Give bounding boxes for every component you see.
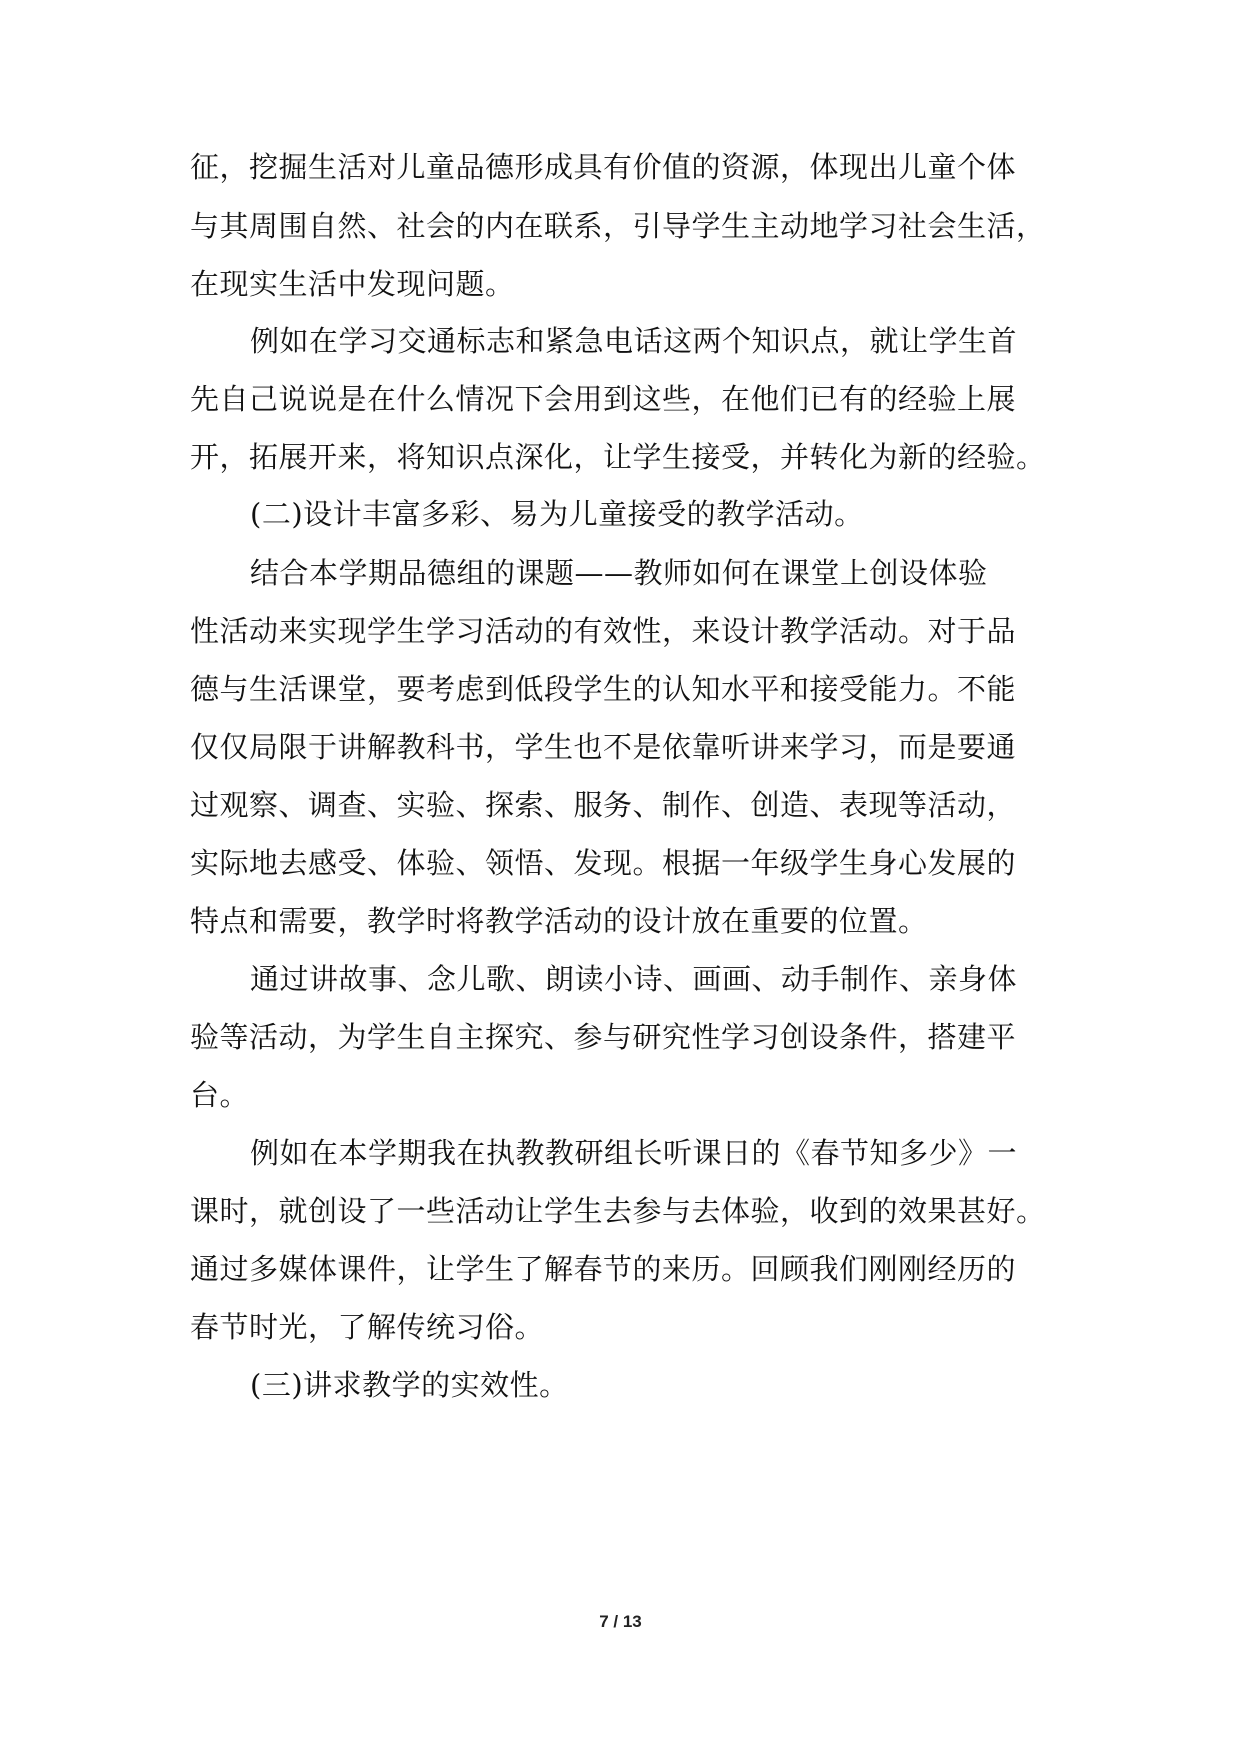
paragraph-4-line-2: 性活动来实现学生学习活动的有效性，来设计教学活动。对于品 [190,614,1017,648]
paragraph-6-line-2: 课时，就创设了一些活动让学生去参与去体验，收到的效果甚好。 [190,1194,1046,1228]
paragraph-6-line-3: 通过多媒体课件，让学生了解春节的来历。回顾我们刚刚经历的 [190,1252,1017,1286]
paragraph-6-line-1: 例如在本学期我在执教教研组长听课日的《春节知多少》一 [250,1136,1018,1170]
paragraph-5-line-3: 台。 [190,1078,250,1112]
paragraph-4-line-6: 实际地去感受、体验、领悟、发现。根据一年级学生身心发展的 [190,846,1017,880]
paragraph-4-line-1: 结合本学期品德组的课题——教师如何在课堂上创设体验 [250,556,988,590]
paragraph-2-line-1: 例如在学习交通标志和紧急电话这两个知识点，就让学生首 [250,324,1018,358]
paragraph-2-line-2: 先自己说说是在什么情况下会用到这些，在他们已有的经验上展 [190,382,1017,416]
paragraph-2-line-3: 开，拓展开来，将知识点深化，让学生接受，并转化为新的经验。 [190,440,1046,474]
paragraph-4-line-5: 过观察、调查、实验、探索、服务、制作、创造、表现等活动， [190,788,1017,822]
paragraph-4-line-7: 特点和需要，教学时将教学活动的设计放在重要的位置。 [190,904,928,938]
section-heading-3: (三)讲求教学的实效性。 [250,1368,569,1402]
paragraph-1-line-1: 征，挖掘生活对儿童品德形成具有价值的资源，体现出儿童个体 [190,150,1017,184]
paragraph-1-line-2: 与其周围自然、社会的内在联系，引导学生主动地学习社会生活， [190,209,1046,243]
paragraph-4-line-3: 德与生活课堂，要考虑到低段学生的认知水平和接受能力。不能 [190,672,1017,706]
paragraph-5-line-2: 验等活动，为学生自主探究、参与研究性学习创设条件，搭建平 [190,1020,1017,1054]
paragraph-5-line-1: 通过讲故事、念儿歌、朗读小诗、画画、动手制作、亲身体 [250,962,1018,996]
section-heading-2: (二)设计丰富多彩、易为儿童接受的教学活动。 [250,497,864,531]
paragraph-4-line-4: 仅仅局限于讲解教科书，学生也不是依靠听讲来学习，而是要通 [190,730,1017,764]
paragraph-6-line-4: 春节时光，了解传统习俗。 [190,1310,545,1344]
paragraph-1-line-3: 在现实生活中发现问题。 [190,267,515,301]
page-number: 7 / 13 [599,1612,642,1631]
